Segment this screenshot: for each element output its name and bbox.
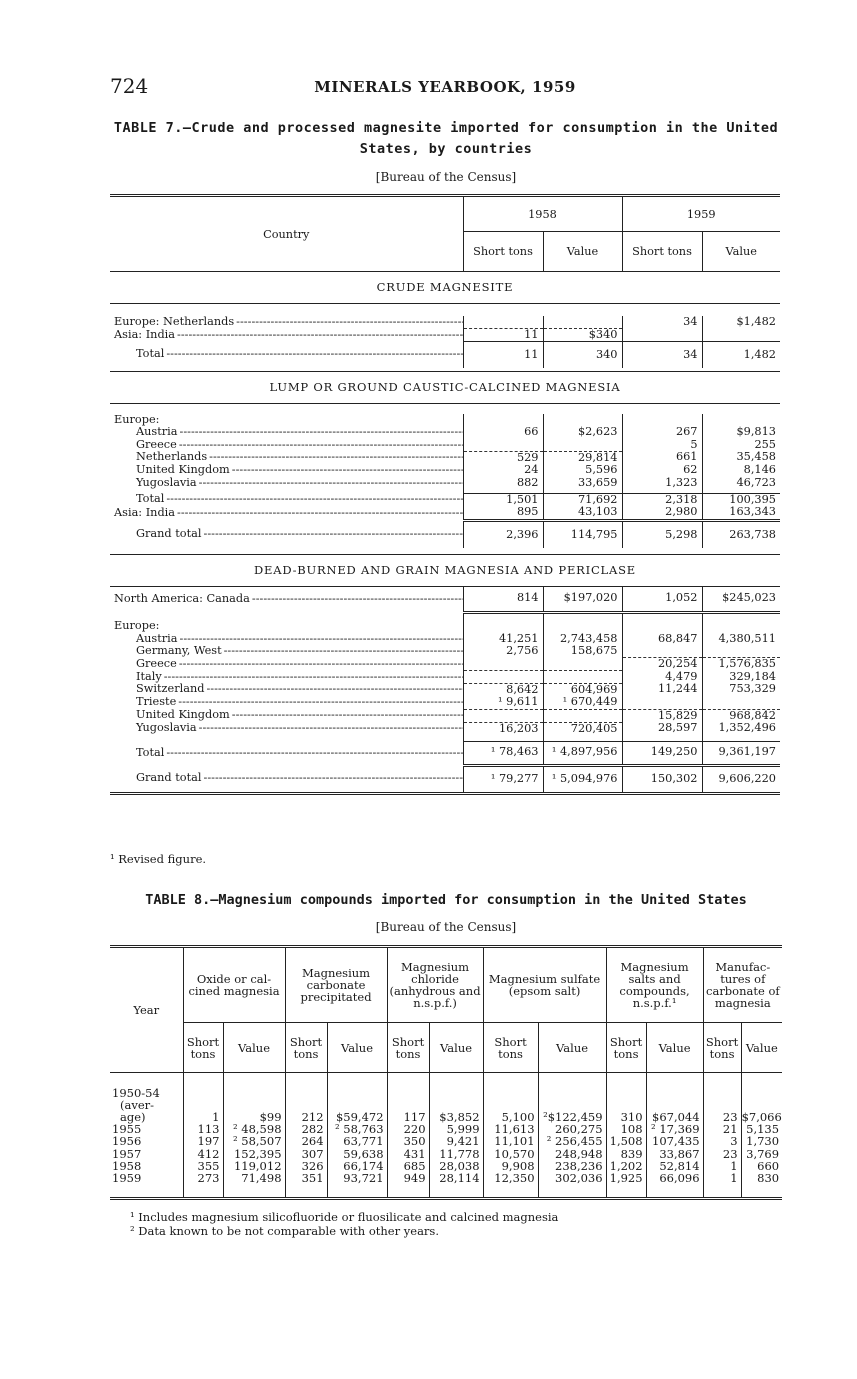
table7-footnote: ¹ Revised figure.: [110, 852, 207, 866]
year-cell: 1957: [112, 1146, 142, 1161]
table-cell: 248,948: [538, 1148, 606, 1160]
table-row: United Kingdom ----- 24 5,596 62 8,146: [110, 464, 780, 477]
table-cell: 660: [741, 1160, 782, 1172]
running-header: [110, 74, 780, 98]
table-cell: 5,100: [483, 1111, 538, 1123]
table-row: Europe:: [110, 620, 780, 633]
table-cell: 5,135: [741, 1123, 782, 1135]
table-cell: 28,114: [429, 1172, 483, 1184]
col-value: Value: [646, 1023, 703, 1073]
col-value: Value: [223, 1023, 285, 1073]
running-title: MINERALS YEARBOOK, 1959: [314, 78, 576, 96]
table-cell: 23: [703, 1111, 741, 1123]
col-value: Value: [327, 1023, 387, 1073]
group-salts: Magnesium salts and compounds, n.s.p.f.¹: [606, 947, 703, 1023]
table-cell: 71,498: [223, 1172, 285, 1184]
table-cell: 28,038: [429, 1160, 483, 1172]
table-cell: 282: [285, 1123, 327, 1135]
table-row: Netherlands ----- 529 29,814 661 35,458: [110, 451, 780, 464]
table-cell: 66,096: [646, 1172, 703, 1184]
table-cell: 1,925: [606, 1172, 646, 1184]
group-oxide: Oxide or cal-cined magnesia: [183, 947, 285, 1023]
col-short-tons: Short tons: [463, 232, 543, 272]
table-row-grand-total: Grand total ----- ¹ 79,277 ¹ 5,094,976 150,302 9,606,220: [110, 765, 780, 793]
table-cell: 23: [703, 1148, 741, 1160]
group-sulfate: Magnesium sulfate (epsom salt): [483, 947, 606, 1023]
table8-source: [Bureau of the Census]: [375, 920, 517, 934]
table-row: Italy ----- 4,479 329,184: [110, 671, 780, 684]
year-cell: age): [120, 1109, 146, 1124]
table-row: [110, 1172, 782, 1184]
table-cell: 431: [387, 1148, 429, 1160]
table8-footnote-2: ² Data known to be not comparable with other years.: [130, 1224, 439, 1238]
table7-title: TABLE 7.—Crude and processed magnesite imported for consumption in the United States, by countries: [113, 120, 779, 157]
table-cell: 302,036: [538, 1172, 606, 1184]
table-row: Austria ----- 66 $2,623 267 $9,813: [110, 426, 780, 439]
table-cell: 412: [183, 1148, 223, 1160]
table-cell: ² 48,598: [223, 1123, 285, 1135]
table-cell: $7,066: [741, 1109, 782, 1124]
table-cell: 355: [183, 1160, 223, 1172]
table-cell: 197: [183, 1135, 223, 1147]
table-cell: ² 256,455: [538, 1135, 606, 1147]
table-cell: 260,275: [538, 1123, 606, 1135]
table8-footnote-1: ¹ Includes magnesium silicofluoride or fluosilicate and calcined magnesia: [130, 1210, 559, 1224]
table-cell: ² 58,763: [327, 1123, 387, 1135]
table-cell: ² 58,507: [223, 1135, 285, 1147]
section-heading: CRUDE MAGNESITE: [110, 272, 780, 304]
col-year-1959: 1959: [622, 196, 780, 232]
table-cell: 107,435: [646, 1135, 703, 1147]
table-row: Yugoslavia ----- 16,203 720,405 28,597 1,352,496: [110, 722, 780, 735]
table-cell: $3,852: [429, 1111, 483, 1123]
table-cell: 11,778: [429, 1148, 483, 1160]
table-cell: 307: [285, 1148, 327, 1160]
table-cell: 1,508: [606, 1135, 646, 1147]
table-cell: 66,174: [327, 1160, 387, 1172]
table-row-grand-total: Grand total ----- 2,396 114,795 5,298 263,738: [110, 520, 780, 548]
table-cell: 9,421: [429, 1135, 483, 1147]
table-row-total: Total ----- ¹ 78,463 ¹ 4,897,956 149,250 9,361,197: [110, 741, 780, 765]
col-country: Country: [263, 227, 310, 241]
table-row: Yugoslavia ----- 882 33,659 1,323 46,723: [110, 477, 780, 490]
col-short-tons: Short tons: [387, 1023, 429, 1073]
table-cell: 220: [387, 1123, 429, 1135]
section-heading: DEAD-BURNED AND GRAIN MAGNESIA AND PERICLASE: [110, 554, 780, 586]
table-cell: $99: [223, 1111, 285, 1123]
table-cell: 21: [703, 1123, 741, 1135]
table-cell: ² 17,369: [646, 1123, 703, 1135]
col-value: Value: [702, 232, 780, 272]
table-cell: 10,570: [483, 1148, 538, 1160]
table-cell: 350: [387, 1135, 429, 1147]
table-cell: 949: [387, 1172, 429, 1184]
table-cell: 1,202: [606, 1160, 646, 1172]
section-heading: LUMP OR GROUND CAUSTIC-CALCINED MAGNESIA: [110, 372, 780, 404]
table7-source: [Bureau of the Census]: [375, 170, 517, 184]
table-row: North America: Canada ----- 814 $197,020 1,052 $245,023: [110, 586, 780, 612]
table-row-total: Total ----- 11 340 34 1,482: [110, 342, 780, 368]
table-cell: 310: [606, 1111, 646, 1123]
table-cell: 839: [606, 1148, 646, 1160]
table-row: Greece ----- 5 255: [110, 439, 780, 452]
table-cell: 5,999: [429, 1123, 483, 1135]
table-row: Switzerland ----- 8,642 604,969 11,244 753,329: [110, 683, 780, 696]
table-cell: $67,044: [646, 1111, 703, 1123]
table-row: United Kingdom ----- 15,829 968,842: [110, 709, 780, 722]
table-row-total: Total ----- 1,501 71,692 2,318 100,395: [110, 493, 780, 506]
col-value: Value: [538, 1023, 606, 1073]
table-row: (aver-: [110, 1099, 782, 1111]
group-manufactures: Manufac-tures of carbonate of magnesia: [703, 947, 782, 1023]
year-cell: 1959: [112, 1170, 142, 1185]
table-cell: 9,908: [483, 1160, 538, 1172]
table-cell: 11,613: [483, 1123, 538, 1135]
col-year-1958: 1958: [463, 196, 622, 232]
table-cell: 326: [285, 1160, 327, 1172]
table-row: Europe: Netherlands ----- 34 $1,482: [110, 316, 780, 329]
table-cell: 93,721: [327, 1172, 387, 1184]
table-row: Europe:: [110, 414, 780, 427]
col-short-tons: Short tons: [483, 1023, 538, 1073]
table-row: 1950-54: [110, 1087, 782, 1099]
col-value: Value: [543, 232, 622, 272]
table-cell: 1,730: [741, 1135, 782, 1147]
table-row: [110, 1148, 782, 1160]
table-cell: 273: [183, 1172, 223, 1184]
col-value: Value: [741, 1023, 782, 1073]
table-cell: 113: [183, 1123, 223, 1135]
table-cell: 63,771: [327, 1135, 387, 1147]
table-row: Greece ----- 20,254 1,576,835: [110, 658, 780, 671]
table-cell: 108: [606, 1123, 646, 1135]
table-row: Asia: India ----- 11 $340: [110, 328, 780, 342]
col-year: Year: [110, 947, 183, 1073]
col-short-tons: Short tons: [285, 1023, 327, 1073]
table-cell: 212: [285, 1111, 327, 1123]
col-short-tons: Short tons: [183, 1023, 223, 1073]
table-row: Germany, West ----- 2,756 158,675: [110, 645, 780, 658]
table-cell: 685: [387, 1160, 429, 1172]
table-cell: 119,012: [223, 1160, 285, 1172]
table-cell: ²$122,459: [538, 1111, 606, 1123]
table8-title: TABLE 8.—Magnesium compounds imported for consumption in the United States: [145, 892, 747, 908]
table-cell: 152,395: [223, 1148, 285, 1160]
page-number: 724: [110, 74, 149, 98]
table-cell: 1: [183, 1111, 223, 1123]
table-cell: 117: [387, 1111, 429, 1123]
table8-footnotes: [130, 1210, 558, 1238]
col-short-tons: Short tons: [622, 232, 702, 272]
table-cell: 264: [285, 1135, 327, 1147]
col-short-tons: Short tons: [703, 1023, 741, 1073]
year-cell: 1955: [112, 1122, 142, 1137]
table-cell: 1: [703, 1172, 741, 1184]
table-cell: 238,236: [538, 1160, 606, 1172]
table-cell: 3: [703, 1135, 741, 1147]
col-short-tons: Short tons: [606, 1023, 646, 1073]
group-chloride: Magnesium chloride (anhydrous and n.s.p.f.): [387, 947, 483, 1023]
year-cell: 1956: [112, 1134, 142, 1149]
table-cell: 52,814: [646, 1160, 703, 1172]
table-cell: 33,867: [646, 1148, 703, 1160]
table-cell: 830: [741, 1172, 782, 1184]
table-cell: 351: [285, 1172, 327, 1184]
table-cell: 59,638: [327, 1148, 387, 1160]
col-value: Value: [429, 1023, 483, 1073]
table-row: Austria ----- 41,251 2,743,458 68,847 4,380,511: [110, 633, 780, 646]
table-cell: 1: [703, 1160, 741, 1172]
year-cell: 1958: [112, 1158, 142, 1173]
group-carbonate: Magnesium carbonate precipitated: [285, 947, 387, 1023]
table-cell: 3,769: [741, 1148, 782, 1160]
table8: [110, 945, 782, 1200]
table-row: Asia: India ----- 895 43,103 2,980 163,343: [110, 506, 780, 520]
table-cell: $59,472: [327, 1111, 387, 1123]
table-cell: 11,101: [483, 1135, 538, 1147]
table7: [110, 194, 780, 795]
table-row: Trieste ----- ¹ 9,611 ¹ 670,449: [110, 696, 780, 709]
table-row: [110, 1135, 782, 1147]
table-cell: 12,350: [483, 1172, 538, 1184]
